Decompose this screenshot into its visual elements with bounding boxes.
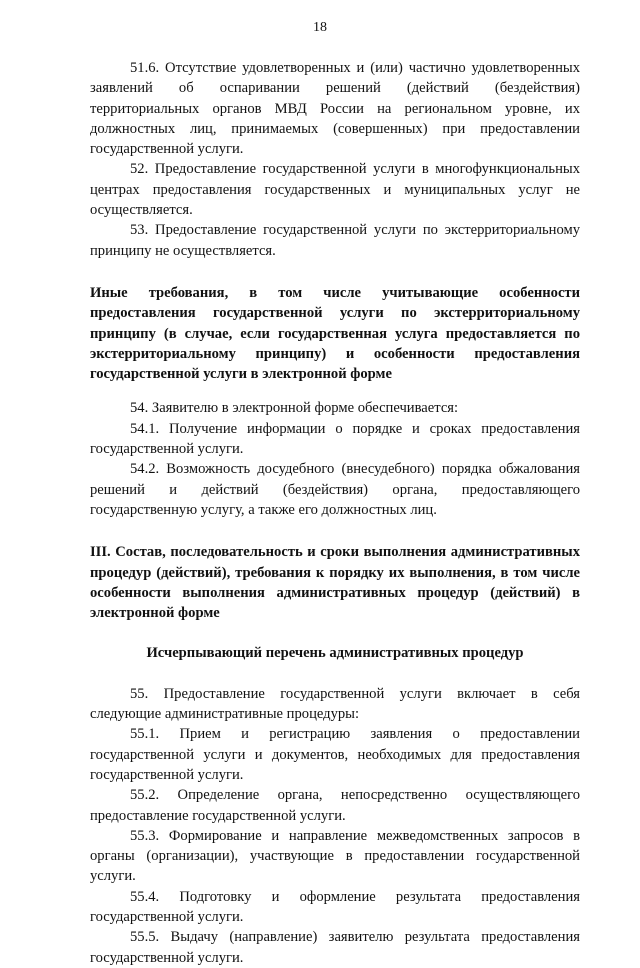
- page-number: 18: [313, 20, 327, 35]
- section-heading-iii: III. Состав, последовательность и сроки выполнения административных процедур (действий), требования к порядку их выполнения, в том числе особенности выполнения административных процедур (действий) в электронной форме: [90, 544, 580, 622]
- paragraph-52: 52. Предоставление государственной услуги в многофункциональных центрах предоставления государственных и муниципальных услуг не осуществляется.: [90, 161, 580, 219]
- paragraph-55: 55. Предоставление государственной услуги включает в себя следующие административные процедуры:: [90, 685, 580, 723]
- paragraph-55-1: 55.1. Прием и регистрацию заявления о предоставлении государственной услуги и документов, необходимых для предоставления государственной услуги.: [90, 726, 580, 783]
- paragraph-55-4: 55.4. Подготовку и оформление результата предоставления государственной услуги.: [90, 888, 580, 925]
- paragraph-55-3: 55.3. Формирование и направление межведомственных запросов в органы (организации), участвующие в предоставлении государственной услуги.: [90, 827, 580, 885]
- subsection-heading-procedures: Исчерпывающий перечень административных процедур: [146, 645, 524, 662]
- paragraph-54-1: 54.1. Получение информации о порядке и сроках предоставления государственной услуги.: [90, 420, 580, 458]
- paragraph-55-5: 55.5. Выдачу (направление) заявителю результата предоставления государственной услуги.: [90, 929, 580, 966]
- document-body: [90, 58, 580, 968]
- paragraph-51-6: 51.6. Отсутствие удовлетворенных и (или) частично удовлетворенных заявлений об оспаривании решений (действий (бездействия) территориальных органов МВД России на региональном уровне, их должностных лиц, принимаемых (совершенных) при предоставлении государственной услуги.: [90, 60, 580, 158]
- section-heading-other-requirements: Иные требования, в том числе учитывающие особенности предоставления государственной услуги по экстерриториальному принципу (в случае, если государственная услуга предоставляется по экстерриториальному принципу) и особенности предоставления государственной услуги в электронной форме: [90, 284, 580, 383]
- paragraph-53: 53. Предоставление государственной услуги по экстерриториальному принципу не осуществляется.: [90, 222, 580, 259]
- paragraph-54: 54. Заявителю в электронной форме обеспечивается:: [130, 400, 459, 417]
- paragraph-55-2: 55.2. Определение органа, непосредственно осуществляющего предоставление государственной услуги.: [90, 787, 580, 824]
- paragraph-54-2: 54.2. Возможность досудебного (внесудебного) порядка обжалования решений и действий (бездействия) органа, предоставляющего государственную услугу, а также его должностных лиц.: [90, 461, 580, 518]
